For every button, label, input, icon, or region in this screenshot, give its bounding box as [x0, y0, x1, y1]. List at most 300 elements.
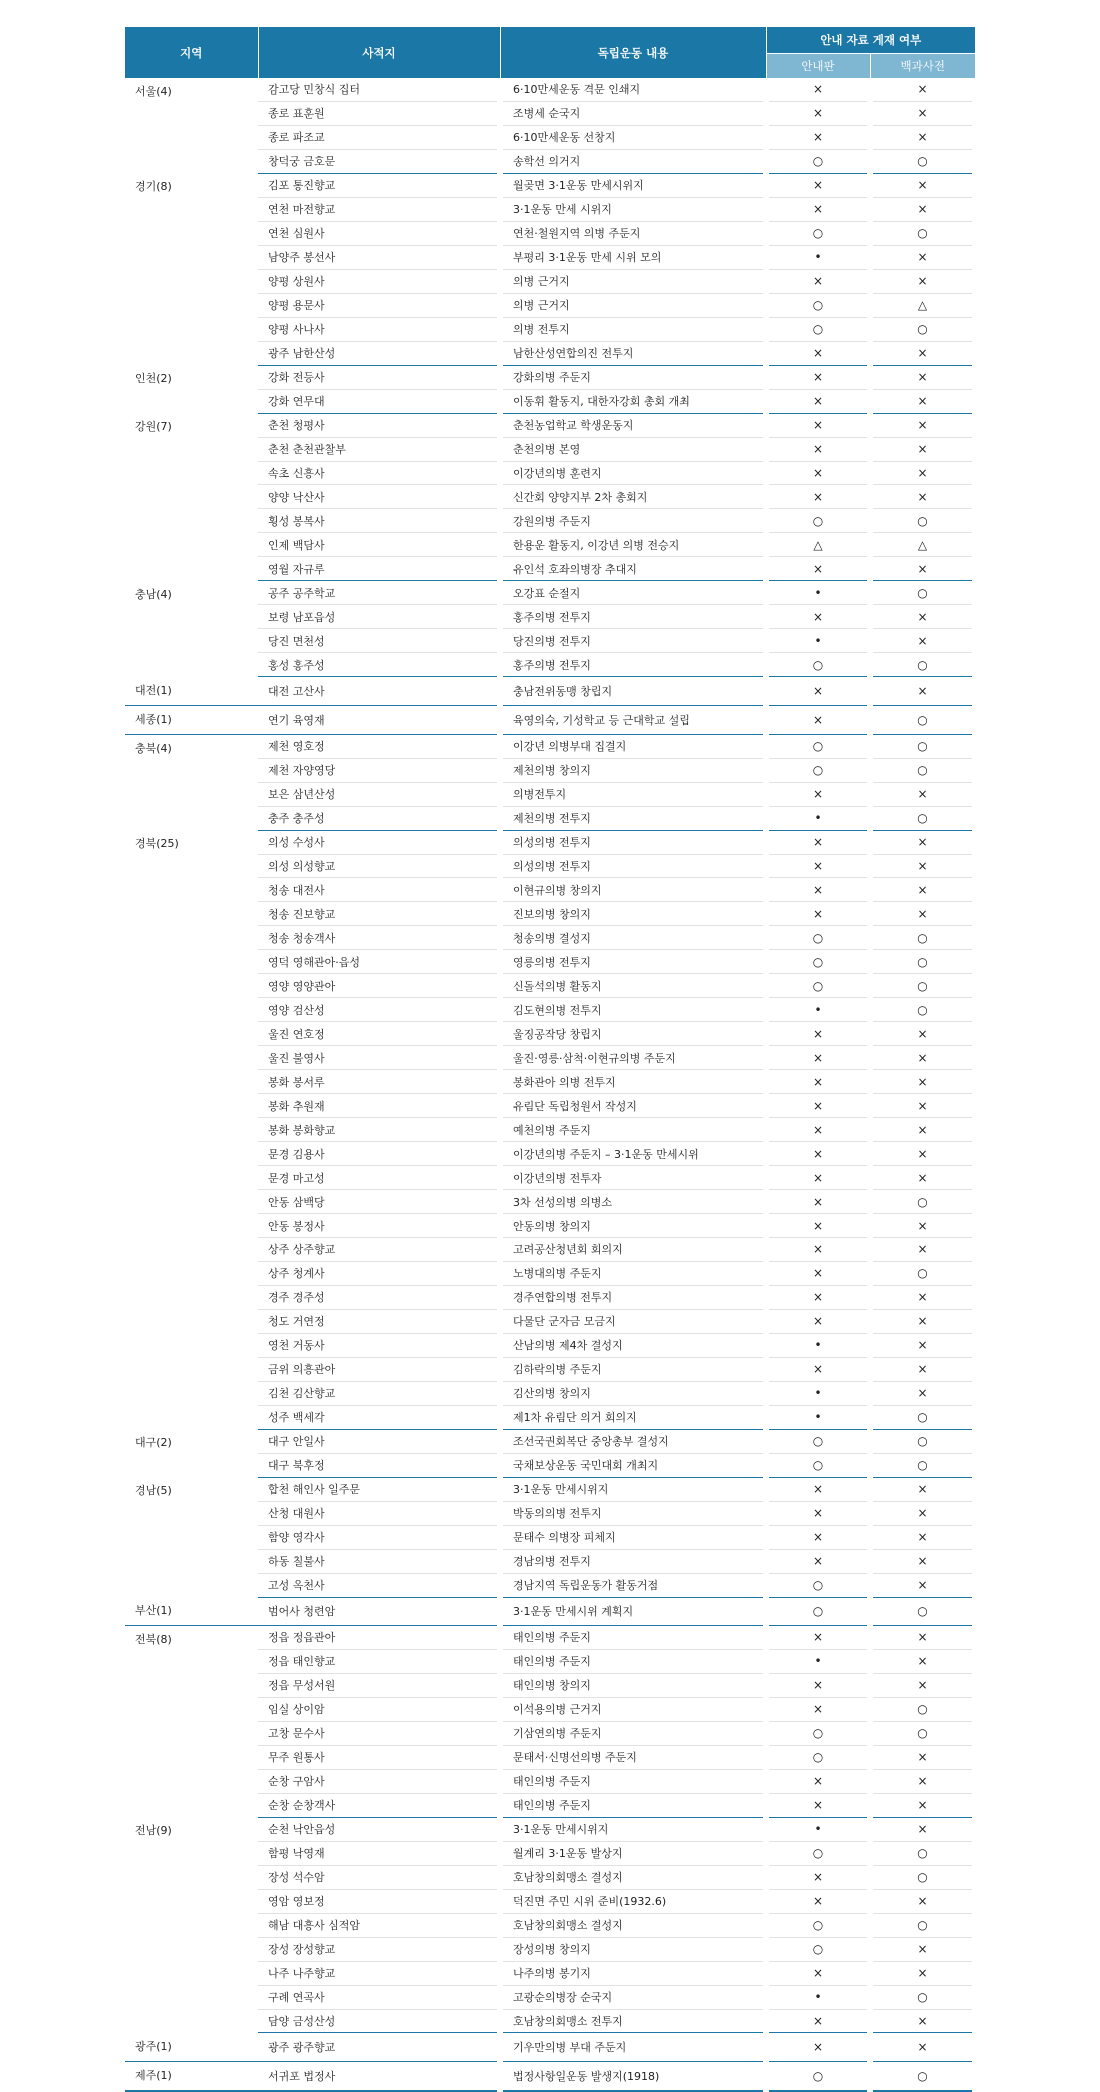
content-cell: 문태서·신명선의병 주둔지 [500, 1745, 766, 1769]
content-cell: 홍주의병 전투지 [500, 605, 766, 629]
signboard-mark: × [766, 389, 870, 413]
content-cell: 태인의병 창의지 [500, 1673, 766, 1697]
content-cell: 기우만의병 부대 주둔지 [500, 2033, 766, 2061]
content-cell: 봉화관아 의병 전투지 [500, 1070, 766, 1094]
content-cell: 당진의병 전투지 [500, 629, 766, 653]
site-cell: 영덕 영해관아·읍성 [258, 950, 500, 974]
content-cell: 남한산성연합의진 전투지 [500, 341, 766, 365]
encyclopedia-mark: ○ [870, 1405, 975, 1429]
region-cell: 제주(1) [125, 2061, 258, 2090]
region-cell: 경북(25) [135, 837, 179, 851]
site-cell: 당진 면천성 [258, 629, 500, 653]
signboard-mark: × [766, 1357, 870, 1381]
encyclopedia-mark: ○ [870, 734, 975, 758]
encyclopedia-mark: ○ [870, 1190, 975, 1214]
signboard-mark: × [766, 1309, 870, 1333]
signboard-mark: × [766, 1285, 870, 1309]
content-cell: 의병 전투지 [500, 317, 766, 341]
content-cell: 강화의병 주둔지 [500, 365, 766, 389]
region-cell: 충북(4) [135, 741, 172, 755]
site-cell: 봉화 봉서루 [258, 1070, 500, 1094]
content-cell: 기삼연의병 주둔지 [500, 1721, 766, 1745]
site-cell: 장성 석수암 [258, 1865, 500, 1889]
content-cell: 강원의병 주둔지 [500, 509, 766, 533]
encyclopedia-mark: × [870, 1745, 975, 1769]
signboard-mark: × [766, 197, 870, 221]
signboard-mark: × [766, 1793, 870, 1817]
site-cell: 대전 고산사 [258, 677, 500, 705]
content-cell: 울진·영릉·삼척·이현규의병 주둔지 [500, 1046, 766, 1070]
signboard-mark: • [766, 806, 870, 830]
content-cell: 경남지역 독립운동가 활동거점 [500, 1573, 766, 1597]
content-cell: 신간회 양양지부 2차 총회지 [500, 485, 766, 509]
signboard-mark: × [766, 269, 870, 293]
content-cell: 육영의숙, 기성학교 등 근대학교 설립 [500, 705, 766, 734]
encyclopedia-mark: × [870, 605, 975, 629]
content-cell: 노병대의병 주둔지 [500, 1261, 766, 1285]
table-row [125, 581, 975, 605]
site-cell: 구례 연곡사 [258, 1985, 500, 2009]
signboard-mark: × [766, 1501, 870, 1525]
encyclopedia-mark: × [870, 413, 975, 437]
signboard-mark: ○ [766, 1745, 870, 1769]
encyclopedia-mark: × [870, 365, 975, 389]
site-cell: 대구 안일사 [258, 1429, 500, 1453]
site-cell: 강화 연무대 [258, 389, 500, 413]
content-cell: 춘천농업학교 학생운동지 [500, 413, 766, 437]
site-cell: 범어사 청련암 [258, 1597, 500, 1625]
header-region: 지역 [125, 27, 258, 78]
encyclopedia-mark: × [870, 1626, 975, 1650]
header-site: 사적지 [258, 27, 500, 78]
content-cell: 태인의병 주둔지 [500, 1769, 766, 1793]
site-cell: 문경 김용사 [258, 1142, 500, 1166]
content-cell: 의병 근거지 [500, 269, 766, 293]
signboard-mark: ○ [766, 1453, 870, 1477]
content-cell: 6·10만세운동 격문 인쇄지 [500, 78, 766, 101]
signboard-mark: ○ [766, 293, 870, 317]
site-cell: 안동 봉정사 [258, 1214, 500, 1238]
region-cell: 부산(1) [125, 1597, 258, 1625]
region-cell: 인천(2) [135, 372, 172, 386]
encyclopedia-mark: ○ [870, 998, 975, 1022]
site-cell: 영천 거동사 [258, 1333, 500, 1357]
site-cell: 연기 육영재 [258, 705, 500, 734]
encyclopedia-mark: × [870, 437, 975, 461]
site-cell: 춘천 춘천관찰부 [258, 437, 500, 461]
signboard-mark: × [766, 1142, 870, 1166]
signboard-mark: × [766, 1118, 870, 1142]
table-row [125, 1477, 975, 1501]
region-cell: 광주(1) [125, 2033, 258, 2061]
encyclopedia-mark: × [870, 1793, 975, 1817]
content-cell: 경남의병 전투지 [500, 1549, 766, 1573]
signboard-mark: × [766, 1022, 870, 1046]
site-cell: 나주 나주향교 [258, 1961, 500, 1985]
encyclopedia-mark: × [870, 557, 975, 581]
site-cell: 종로 파조교 [258, 125, 500, 149]
content-cell: 송학선 의거지 [500, 149, 766, 173]
site-cell: 의성 수성사 [258, 830, 500, 854]
table-row [125, 1626, 975, 1650]
table-header [125, 27, 975, 78]
encyclopedia-mark: × [870, 1549, 975, 1573]
site-cell: 영양 영양관아 [258, 974, 500, 998]
site-cell: 감고당 민창식 집터 [258, 78, 500, 101]
content-cell: 제1차 유림단 의거 회의지 [500, 1405, 766, 1429]
signboard-mark: × [766, 485, 870, 509]
content-cell: 이강년의병 전투자 [500, 1166, 766, 1190]
encyclopedia-mark: × [870, 78, 975, 101]
signboard-mark: • [766, 581, 870, 605]
encyclopedia-mark: × [870, 1937, 975, 1961]
signboard-mark: ○ [766, 926, 870, 950]
signboard-mark: × [766, 2009, 870, 2033]
encyclopedia-mark: × [870, 461, 975, 485]
encyclopedia-mark: × [870, 1649, 975, 1673]
encyclopedia-mark: × [870, 269, 975, 293]
content-cell: 나주의병 봉기지 [500, 1961, 766, 1985]
signboard-mark: ○ [766, 149, 870, 173]
encyclopedia-mark: ○ [870, 149, 975, 173]
table-row [125, 677, 975, 705]
signboard-mark: × [766, 557, 870, 581]
site-cell: 서귀포 법정사 [258, 2061, 500, 2090]
encyclopedia-mark: × [870, 173, 975, 197]
site-cell: 강화 전등사 [258, 365, 500, 389]
encyclopedia-mark: × [870, 1070, 975, 1094]
signboard-mark: ○ [766, 1429, 870, 1453]
signboard-mark: ○ [766, 1913, 870, 1937]
table-row [125, 734, 975, 758]
content-cell: 6·10만세운동 선창지 [500, 125, 766, 149]
site-cell: 홍성 홍주성 [258, 653, 500, 677]
encyclopedia-mark: × [870, 125, 975, 149]
encyclopedia-mark: ○ [870, 317, 975, 341]
signboard-mark: ○ [766, 950, 870, 974]
content-cell: 호남창의회맹소 결성지 [500, 1865, 766, 1889]
signboard-mark: • [766, 245, 870, 269]
region-cell: 경기(8) [135, 180, 172, 194]
content-cell: 이강년의병 주둔지 – 3·1운동 만세시위 [500, 1142, 766, 1166]
content-cell: 3·1운동 만세시위지 [500, 1817, 766, 1841]
encyclopedia-mark: ○ [870, 1721, 975, 1745]
encyclopedia-mark: ○ [870, 974, 975, 998]
signboard-mark: ○ [766, 734, 870, 758]
signboard-mark: × [766, 2033, 870, 2061]
content-cell: 춘천의병 본영 [500, 437, 766, 461]
encyclopedia-mark: × [870, 677, 975, 705]
content-cell: 3차 선성의병 의병소 [500, 1190, 766, 1214]
site-cell: 담양 금성산성 [258, 2009, 500, 2033]
signboard-mark: • [766, 629, 870, 653]
signboard-mark: × [766, 1549, 870, 1573]
region-cell: 경남(5) [135, 1484, 172, 1498]
content-cell: 덕진면 주민 시위 준비(1932.6) [500, 1889, 766, 1913]
site-cell: 순창 구암사 [258, 1769, 500, 1793]
encyclopedia-mark: × [870, 1501, 975, 1525]
content-cell: 조병세 순국지 [500, 101, 766, 125]
site-cell: 청송 청송객사 [258, 926, 500, 950]
content-cell: 장성의병 창의지 [500, 1937, 766, 1961]
site-cell: 양평 사나사 [258, 317, 500, 341]
signboard-mark: ○ [766, 1597, 870, 1625]
signboard-mark: × [766, 1477, 870, 1501]
content-cell: 부평리 3·1운동 만세 시위 모의 [500, 245, 766, 269]
signboard-mark: • [766, 1817, 870, 1841]
signboard-mark: ○ [766, 1573, 870, 1597]
signboard-mark: × [766, 341, 870, 365]
signboard-mark: • [766, 998, 870, 1022]
signboard-mark: ○ [766, 758, 870, 782]
encyclopedia-mark: △ [870, 533, 975, 557]
site-cell: 연천 마전향교 [258, 197, 500, 221]
site-cell: 봉화 추원재 [258, 1094, 500, 1118]
table-row [125, 1597, 975, 1625]
site-cell: 공주 공주학교 [258, 581, 500, 605]
site-cell: 함평 낙영재 [258, 1841, 500, 1865]
site-cell: 울진 불영사 [258, 1046, 500, 1070]
site-cell: 충주 충주성 [258, 806, 500, 830]
site-cell: 봉화 봉화향교 [258, 1118, 500, 1142]
site-cell: 보은 삼년산성 [258, 782, 500, 806]
encyclopedia-mark: ○ [870, 1429, 975, 1453]
encyclopedia-mark: × [870, 1357, 975, 1381]
site-cell: 영암 영보정 [258, 1889, 500, 1913]
signboard-mark: × [766, 902, 870, 926]
encyclopedia-mark: × [870, 101, 975, 125]
signboard-mark: × [766, 1626, 870, 1650]
site-cell: 제천 자양영당 [258, 758, 500, 782]
content-cell: 호남창의회맹소 결성지 [500, 1913, 766, 1937]
site-cell: 장성 장성향교 [258, 1937, 500, 1961]
site-cell: 경주 경주성 [258, 1285, 500, 1309]
header-signboard: 안내판 [766, 54, 870, 79]
encyclopedia-mark: × [870, 2009, 975, 2033]
signboard-mark: ○ [766, 653, 870, 677]
content-cell: 문태수 의병장 피체지 [500, 1525, 766, 1549]
table-row [125, 78, 975, 101]
content-cell: 다물단 군자금 모금지 [500, 1309, 766, 1333]
site-cell: 고성 옥천사 [258, 1573, 500, 1597]
encyclopedia-mark: × [870, 1285, 975, 1309]
content-cell: 유림단 독립청원서 작성지 [500, 1094, 766, 1118]
signboard-mark: ○ [766, 509, 870, 533]
signboard-mark: × [766, 101, 870, 125]
site-cell: 종로 표훈원 [258, 101, 500, 125]
content-cell: 이현규의병 창의지 [500, 878, 766, 902]
content-cell: 3·1운동 만세시위 계획지 [500, 1597, 766, 1625]
signboard-mark: × [766, 1769, 870, 1793]
site-cell: 정읍 무성서원 [258, 1673, 500, 1697]
content-cell: 법정사항일운동 발생지(1918) [500, 2061, 766, 2090]
encyclopedia-mark: × [870, 1142, 975, 1166]
site-cell: 대구 북후정 [258, 1453, 500, 1477]
encyclopedia-mark: × [870, 1817, 975, 1841]
signboard-mark: ○ [766, 1841, 870, 1865]
signboard-mark: × [766, 1190, 870, 1214]
site-cell: 하동 칠불사 [258, 1549, 500, 1573]
content-cell: 충남전위동맹 창립지 [500, 677, 766, 705]
site-cell: 상주 상주향교 [258, 1238, 500, 1262]
encyclopedia-mark: × [870, 1381, 975, 1405]
signboard-mark: × [766, 437, 870, 461]
header-content: 독립운동 내용 [500, 27, 766, 78]
site-cell: 고창 문수사 [258, 1721, 500, 1745]
encyclopedia-mark: ○ [870, 926, 975, 950]
signboard-mark: × [766, 365, 870, 389]
table-row [125, 1429, 975, 1453]
site-cell: 광주 광주향교 [258, 2033, 500, 2061]
region-cell: 대구(2) [135, 1436, 172, 1450]
table-row [125, 173, 975, 197]
encyclopedia-mark: ○ [870, 1697, 975, 1721]
encyclopedia-mark: × [870, 1889, 975, 1913]
site-cell: 양평 상원사 [258, 269, 500, 293]
content-cell: 태인의병 주둔지 [500, 1649, 766, 1673]
site-cell: 순창 순창객사 [258, 1793, 500, 1817]
content-cell: 이동휘 활동지, 대한자강회 총회 개최 [500, 389, 766, 413]
signboard-mark: × [766, 173, 870, 197]
signboard-mark: × [766, 1865, 870, 1889]
site-cell: 창덕궁 금호문 [258, 149, 500, 173]
site-cell: 해남 대흥사 심적암 [258, 1913, 500, 1937]
encyclopedia-mark: × [870, 1238, 975, 1262]
table-row [125, 365, 975, 389]
content-cell: 호남창의회맹소 전투지 [500, 2009, 766, 2033]
content-cell: 연천·철원지역 의병 주둔지 [500, 221, 766, 245]
signboard-mark: • [766, 1649, 870, 1673]
encyclopedia-mark: ○ [870, 1841, 975, 1865]
content-cell: 김하락의병 주둔지 [500, 1357, 766, 1381]
encyclopedia-mark: ○ [870, 950, 975, 974]
encyclopedia-mark: ○ [870, 1913, 975, 1937]
signboard-mark: × [766, 1046, 870, 1070]
region-cell: 충남(4) [135, 587, 172, 601]
content-cell: 태인의병 주둔지 [500, 1793, 766, 1817]
site-cell: 안동 삼백당 [258, 1190, 500, 1214]
signboard-mark: × [766, 1261, 870, 1285]
site-cell: 춘천 청평사 [258, 413, 500, 437]
encyclopedia-mark: × [870, 878, 975, 902]
encyclopedia-mark: ○ [870, 1453, 975, 1477]
site-cell: 인제 백담사 [258, 533, 500, 557]
signboard-mark: × [766, 1214, 870, 1238]
encyclopedia-mark: × [870, 1525, 975, 1549]
content-cell: 경주연합의병 전투지 [500, 1285, 766, 1309]
encyclopedia-mark: × [870, 1769, 975, 1793]
signboard-mark: × [766, 1961, 870, 1985]
signboard-mark: ○ [766, 974, 870, 998]
encyclopedia-mark: × [870, 1118, 975, 1142]
region-cell: 전북(8) [135, 1633, 172, 1646]
content-cell: 영릉의병 전투지 [500, 950, 766, 974]
encyclopedia-mark: ○ [870, 2061, 975, 2090]
signboard-mark: × [766, 878, 870, 902]
site-cell: 속초 신흥사 [258, 461, 500, 485]
signboard-mark: • [766, 1381, 870, 1405]
header-encyclopedia: 백과사전 [870, 54, 975, 79]
content-cell: 신돌석의병 활동지 [500, 974, 766, 998]
table-body [125, 78, 975, 2091]
site-cell: 청송 진보향교 [258, 902, 500, 926]
content-cell: 고려공산청년회 회의지 [500, 1238, 766, 1262]
content-cell: 제천의병 전투지 [500, 806, 766, 830]
content-cell: 이강년 의병부대 집결지 [500, 734, 766, 758]
encyclopedia-mark: ○ [870, 1261, 975, 1285]
table-wrapper [125, 27, 975, 2092]
encyclopedia-mark: ○ [870, 705, 975, 734]
site-cell: 정읍 정읍관아 [258, 1626, 500, 1650]
site-cell: 영월 자규루 [258, 557, 500, 581]
encyclopedia-mark: × [870, 1214, 975, 1238]
site-cell: 임실 상이암 [258, 1697, 500, 1721]
site-cell: 성주 백세각 [258, 1405, 500, 1429]
site-cell: 순천 낙안읍성 [258, 1817, 500, 1841]
encyclopedia-mark: ○ [870, 581, 975, 605]
encyclopedia-mark: ○ [870, 1865, 975, 1889]
encyclopedia-mark: × [870, 2033, 975, 2061]
table-row [125, 2033, 975, 2061]
site-cell: 문경 마고성 [258, 1166, 500, 1190]
signboard-mark: ○ [766, 317, 870, 341]
content-cell: 월계리 3·1운동 발상지 [500, 1841, 766, 1865]
site-cell: 남양주 봉선사 [258, 245, 500, 269]
content-cell: 유인석 호좌의병장 추대지 [500, 557, 766, 581]
encyclopedia-mark: ○ [870, 653, 975, 677]
table-row [125, 1817, 975, 1841]
site-cell: 양양 낙산사 [258, 485, 500, 509]
signboard-mark: • [766, 1333, 870, 1357]
encyclopedia-mark: ○ [870, 1985, 975, 2009]
table-row [125, 2061, 975, 2090]
table-row [125, 413, 975, 437]
content-cell: 안동의병 창의지 [500, 1214, 766, 1238]
signboard-mark: × [766, 605, 870, 629]
site-cell: 의성 의성향교 [258, 854, 500, 878]
encyclopedia-mark: × [870, 1309, 975, 1333]
encyclopedia-mark: ○ [870, 1597, 975, 1625]
encyclopedia-mark: × [870, 830, 975, 854]
site-cell: 김천 김산향교 [258, 1381, 500, 1405]
signboard-mark: × [766, 705, 870, 734]
signboard-mark: ○ [766, 1937, 870, 1961]
content-cell: 예천의병 주둔지 [500, 1118, 766, 1142]
content-cell: 오강표 순절지 [500, 581, 766, 605]
encyclopedia-mark: ○ [870, 806, 975, 830]
region-cell: 세종(1) [125, 705, 258, 734]
site-cell: 광주 남한산성 [258, 341, 500, 365]
signboard-mark: • [766, 1985, 870, 2009]
signboard-mark: × [766, 413, 870, 437]
site-cell: 청도 거연정 [258, 1309, 500, 1333]
content-cell: 고광순의병장 순국지 [500, 1985, 766, 2009]
encyclopedia-mark: × [870, 1573, 975, 1597]
site-cell: 금위 의흥관아 [258, 1357, 500, 1381]
signboard-mark: × [766, 1094, 870, 1118]
encyclopedia-mark: ○ [870, 221, 975, 245]
site-cell: 횡성 봉복사 [258, 509, 500, 533]
site-cell: 정읍 태인향교 [258, 1649, 500, 1673]
site-cell: 연천 심원사 [258, 221, 500, 245]
region-cell: 서울(4) [135, 85, 172, 98]
signboard-mark: ○ [766, 2061, 870, 2090]
encyclopedia-mark: × [870, 629, 975, 653]
encyclopedia-mark: × [870, 341, 975, 365]
signboard-mark: × [766, 78, 870, 101]
content-cell: 의성의병 전투지 [500, 830, 766, 854]
table-row [125, 705, 975, 734]
